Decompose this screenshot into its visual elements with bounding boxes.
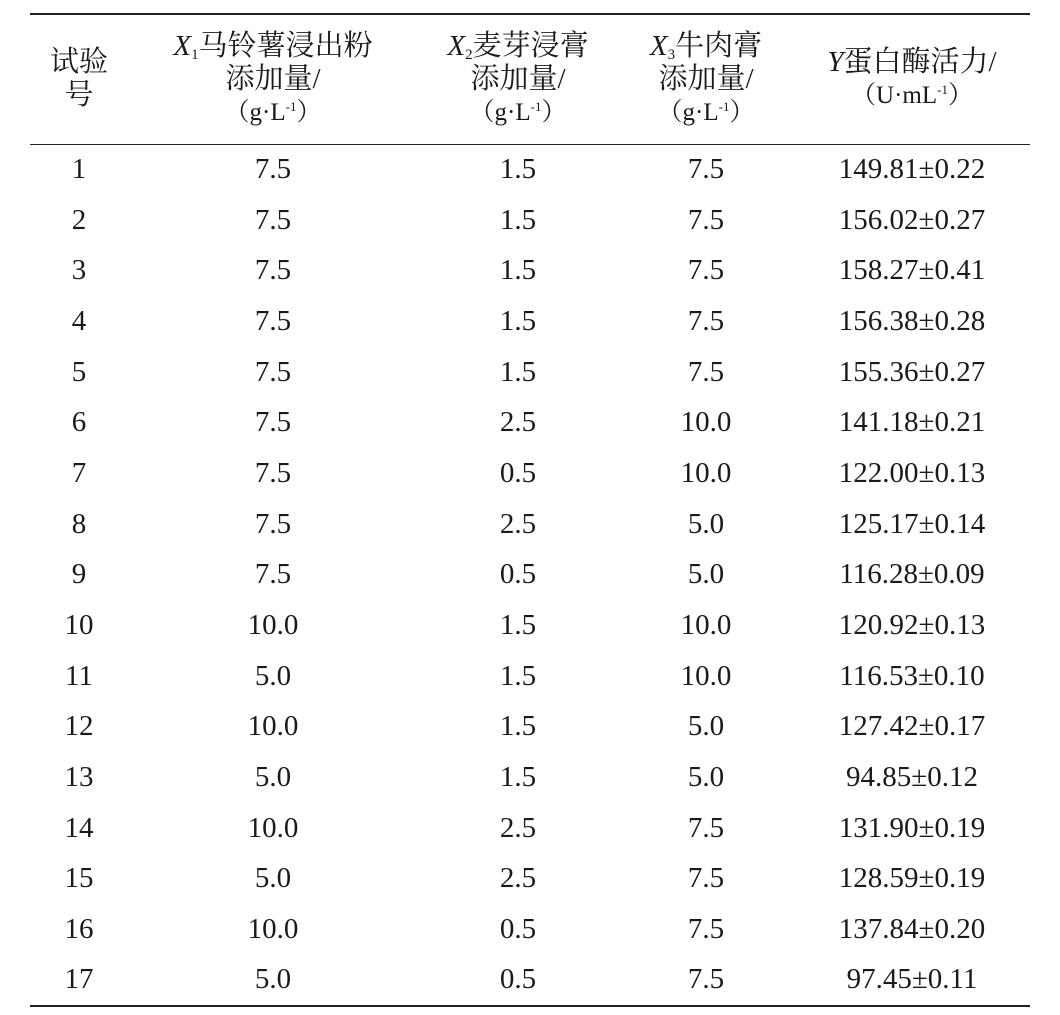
cell-y-protease-activity: 131.90±0.19 xyxy=(838,811,986,844)
header-x1 xyxy=(128,14,418,144)
cell-y-protease-activity: 127.42±0.17 xyxy=(838,710,986,743)
table-row xyxy=(30,550,1030,601)
header-x2-line1 xyxy=(418,30,618,63)
cell-y-protease-activity: 149.81±0.22 xyxy=(838,153,986,186)
header-x3-unit-open: （g·L xyxy=(657,98,719,126)
cell-x1-potato-extract: 7.5 xyxy=(254,254,292,287)
cell-x1-potato-extract: 7.5 xyxy=(254,558,292,591)
cell-x3-beef-extract: 5.0 xyxy=(687,507,725,540)
cell-x3-beef-extract: 10.0 xyxy=(680,659,732,692)
cell-x3-beef-extract: 10.0 xyxy=(680,456,732,489)
table-row xyxy=(30,651,1030,702)
cell-trial-number: 7 xyxy=(71,456,87,489)
cell-x2-malt-extract: 1.5 xyxy=(499,761,537,794)
header-x2-unit-open: （g·L xyxy=(469,98,531,126)
header-x2-name: 麦芽浸膏 xyxy=(472,29,589,62)
header-x1-unit-open: （g·L xyxy=(224,98,286,126)
cell-x3-beef-extract: 7.5 xyxy=(687,254,725,287)
cell-x1-potato-extract: 5.0 xyxy=(254,761,292,794)
header-x3 xyxy=(618,14,794,144)
table-row xyxy=(30,448,1030,499)
cell-y-protease-activity: 125.17±0.14 xyxy=(838,507,986,540)
header-y xyxy=(794,14,1030,144)
cell-y-protease-activity: 128.59±0.19 xyxy=(838,862,986,895)
cell-x2-malt-extract: 2.5 xyxy=(499,862,537,895)
cell-y-protease-activity: 116.28±0.09 xyxy=(839,558,985,591)
cell-x2-malt-extract: 1.5 xyxy=(499,203,537,236)
table-row xyxy=(30,245,1030,296)
cell-x3-beef-extract: 7.5 xyxy=(687,355,725,388)
cell-trial-number: 4 xyxy=(71,304,87,337)
cell-x1-potato-extract: 7.5 xyxy=(254,406,292,439)
header-trial-number xyxy=(30,14,128,144)
table-row xyxy=(30,347,1030,398)
cell-y-protease-activity: 94.85±0.12 xyxy=(846,761,978,794)
header-x3-var: X xyxy=(649,29,668,62)
cell-x3-beef-extract: 7.5 xyxy=(687,913,725,946)
table-row xyxy=(30,854,1030,905)
cell-x2-malt-extract: 2.5 xyxy=(499,406,537,439)
table-row xyxy=(30,499,1030,550)
cell-x1-potato-extract: 10.0 xyxy=(247,913,299,946)
cell-trial-number: 13 xyxy=(64,761,94,794)
header-y-var: Y xyxy=(827,46,844,79)
table-row xyxy=(30,195,1030,246)
cell-trial-number: 16 xyxy=(64,913,94,946)
cell-y-protease-activity: 156.38±0.28 xyxy=(838,304,986,337)
cell-y-protease-activity: 122.00±0.13 xyxy=(838,456,986,489)
header-y-unit xyxy=(794,79,1030,112)
table-row xyxy=(30,904,1030,955)
cell-x1-potato-extract: 7.5 xyxy=(254,304,292,337)
cell-x1-potato-extract: 5.0 xyxy=(254,862,292,895)
header-x1-line1 xyxy=(128,30,418,63)
experiment-table-container xyxy=(30,13,1030,1007)
cell-x2-malt-extract: 0.5 xyxy=(499,456,537,489)
table-row xyxy=(30,296,1030,347)
cell-x2-malt-extract: 1.5 xyxy=(499,355,537,388)
header-x2-sub: 2 xyxy=(465,46,473,63)
cell-y-protease-activity: 97.45±0.11 xyxy=(794,955,1030,1006)
cell-x2-malt-extract: 1.5 xyxy=(499,609,537,642)
cell-trial-number: 10 xyxy=(64,609,94,642)
header-x2-unit xyxy=(418,96,618,129)
header-x2-var: X xyxy=(447,29,466,62)
header-x1-unit-close: ） xyxy=(296,98,322,126)
table-row xyxy=(30,600,1030,651)
cell-trial-number: 11 xyxy=(65,659,93,692)
cell-x2-malt-extract: 1.5 xyxy=(499,659,537,692)
cell-trial-number: 8 xyxy=(71,507,87,540)
cell-y-protease-activity: 158.27±0.41 xyxy=(838,254,986,287)
cell-x1-potato-extract: 7.5 xyxy=(254,153,292,186)
cell-x1-potato-extract: 7.5 xyxy=(254,203,292,236)
cell-x3-beef-extract: 7.5 xyxy=(687,304,725,337)
header-x2-unit-sup: -1 xyxy=(530,98,542,114)
experiment-design-table xyxy=(30,13,1030,1007)
cell-trial-number: 6 xyxy=(71,406,87,439)
table-row xyxy=(30,702,1030,753)
header-x2-line2: 添加量/ xyxy=(470,62,566,95)
cell-y-protease-activity: 137.84±0.20 xyxy=(838,913,986,946)
header-x3-line1 xyxy=(618,30,794,63)
cell-x1-potato-extract: 7.5 xyxy=(254,456,292,489)
cell-trial-number: 9 xyxy=(71,558,87,591)
header-x3-unit-close: ） xyxy=(729,98,755,126)
header-y-unit-open: （U·mL xyxy=(851,82,938,110)
cell-x1-potato-extract: 5.0 xyxy=(254,659,292,692)
cell-x3-beef-extract: 7.5 xyxy=(687,862,725,895)
cell-x1-potato-extract: 10.0 xyxy=(247,811,299,844)
cell-trial-number: 17 xyxy=(30,955,128,1006)
cell-y-protease-activity: 141.18±0.21 xyxy=(838,406,986,439)
header-x3-unit-sup: -1 xyxy=(718,98,730,114)
cell-x2-malt-extract: 0.5 xyxy=(499,913,537,946)
cell-x1-potato-extract: 10.0 xyxy=(247,609,299,642)
cell-x1-potato-extract: 5.0 xyxy=(128,955,418,1006)
cell-y-protease-activity: 116.53±0.10 xyxy=(839,659,985,692)
header-x3-unit xyxy=(618,96,794,129)
cell-x3-beef-extract: 10.0 xyxy=(680,609,732,642)
cell-x1-potato-extract: 7.5 xyxy=(254,355,292,388)
cell-x3-beef-extract: 7.5 xyxy=(687,811,725,844)
header-x3-name: 牛肉膏 xyxy=(675,29,763,62)
header-y-name: 蛋白酶活力/ xyxy=(843,46,997,79)
cell-y-protease-activity: 156.02±0.27 xyxy=(838,203,986,236)
table-header xyxy=(30,14,1030,144)
header-x3-sub: 3 xyxy=(667,46,676,63)
table-row xyxy=(30,397,1030,448)
cell-x2-malt-extract: 1.5 xyxy=(499,304,537,337)
cell-x2-malt-extract: 1.5 xyxy=(499,254,537,287)
table-row xyxy=(30,803,1030,854)
cell-x3-beef-extract: 5.0 xyxy=(687,710,725,743)
header-x1-sub: 1 xyxy=(191,46,199,63)
cell-y-protease-activity: 155.36±0.27 xyxy=(838,355,986,388)
cell-trial-number: 1 xyxy=(71,153,87,186)
cell-x2-malt-extract: 2.5 xyxy=(499,507,537,540)
header-trial-line2: 号 xyxy=(64,79,94,112)
header-x3-line2: 添加量/ xyxy=(658,62,754,95)
header-y-unit-close: ） xyxy=(947,82,973,110)
header-x1-var: X xyxy=(173,29,192,62)
header-y-line1 xyxy=(794,46,1030,79)
header-trial-line1: 试验 xyxy=(49,46,108,79)
header-x1-unit-sup: -1 xyxy=(285,98,297,114)
cell-trial-number: 3 xyxy=(71,254,87,287)
cell-x3-beef-extract: 7.5 xyxy=(687,203,725,236)
cell-x3-beef-extract: 10.0 xyxy=(680,406,732,439)
cell-x3-beef-extract: 7.5 xyxy=(618,955,794,1006)
header-y-unit-sup: -1 xyxy=(937,82,948,98)
table-row xyxy=(30,752,1030,803)
header-row xyxy=(30,14,1030,144)
table-row xyxy=(30,955,1030,1006)
cell-x2-malt-extract: 0.5 xyxy=(418,955,618,1006)
cell-trial-number: 14 xyxy=(64,811,94,844)
header-x1-name: 马铃薯浸出粉 xyxy=(198,29,373,62)
header-x2-unit-close: ） xyxy=(541,98,567,126)
cell-trial-number: 12 xyxy=(64,710,94,743)
table-row xyxy=(30,144,1030,195)
header-x1-unit xyxy=(128,96,418,129)
cell-y-protease-activity: 120.92±0.13 xyxy=(838,609,986,642)
header-x2 xyxy=(418,14,618,144)
cell-x3-beef-extract: 5.0 xyxy=(687,558,725,591)
cell-x2-malt-extract: 1.5 xyxy=(499,153,537,186)
cell-trial-number: 15 xyxy=(64,862,94,895)
cell-x2-malt-extract: 0.5 xyxy=(499,558,537,591)
cell-trial-number: 2 xyxy=(71,203,87,236)
table-body xyxy=(30,144,1030,1006)
cell-x3-beef-extract: 7.5 xyxy=(687,153,725,186)
cell-x1-potato-extract: 7.5 xyxy=(254,507,292,540)
header-x1-line2: 添加量/ xyxy=(225,62,321,95)
cell-x2-malt-extract: 1.5 xyxy=(499,710,537,743)
cell-x3-beef-extract: 5.0 xyxy=(687,761,725,794)
cell-trial-number: 5 xyxy=(71,355,87,388)
cell-x2-malt-extract: 2.5 xyxy=(499,811,537,844)
cell-x1-potato-extract: 10.0 xyxy=(247,710,299,743)
